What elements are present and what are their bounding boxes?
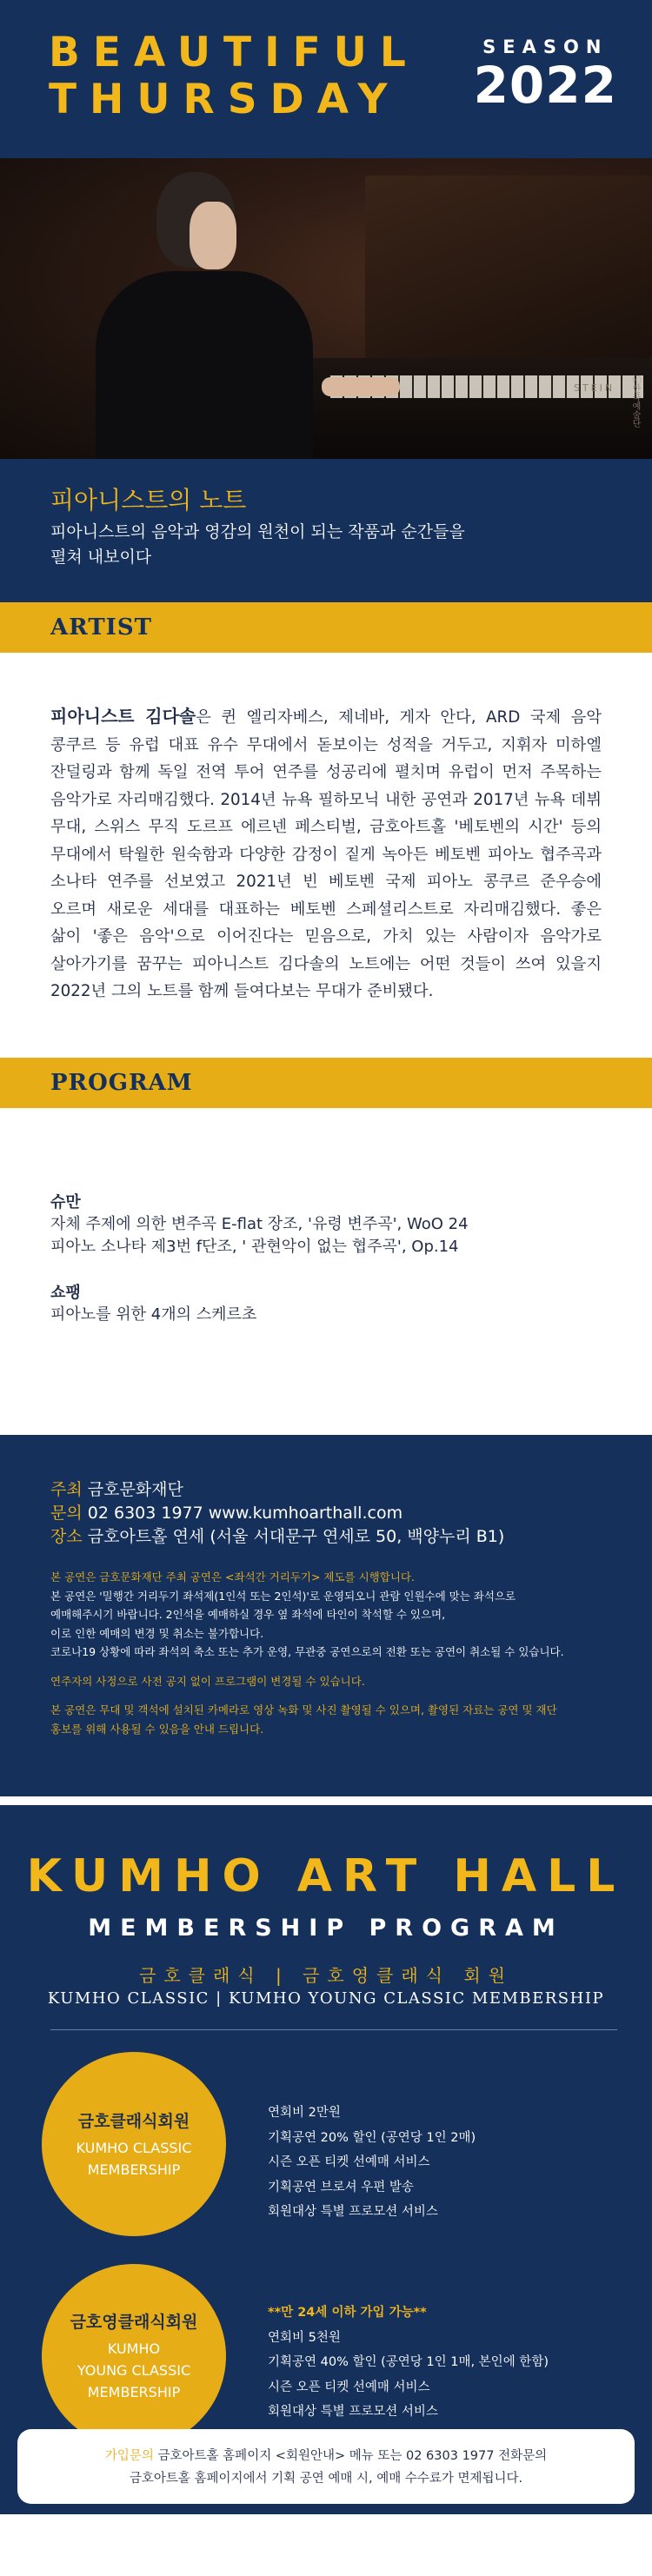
classic-name-en-line1: KUMHO CLASSIC [76, 2139, 192, 2156]
benefit-item: 시즌 오픈 티켓 선예매 서비스 [268, 2380, 430, 2394]
piano-lid [365, 176, 652, 358]
note-description-line2: 펼쳐 내보이다 [50, 548, 152, 567]
pianist-figure [61, 167, 322, 459]
piano-body [313, 358, 652, 459]
membership-title: KUMHO ART HALL [26, 1850, 626, 1902]
young-name-kr: 금호영클래식회원 [70, 2313, 198, 2332]
program-work: 자체 주제에 의한 변주곡 E-flat 장조, '유령 변주곡', WoO 24 [50, 1215, 469, 1233]
young-name-en-line3: MEMBERSHIP [87, 2384, 181, 2400]
season-label: SEASON [482, 37, 609, 57]
recording-notice [50, 1701, 652, 1738]
classic-name-kr: 금호클래식회원 [77, 2111, 190, 2131]
series-title-line2: THURSDAY [49, 76, 401, 123]
series-title-line1: BEAUTIFUL [49, 29, 419, 76]
concert-info-section [0, 1435, 652, 1796]
program-list [0, 1108, 652, 1435]
young-classic-membership-badge [42, 2264, 226, 2448]
inquiry-line2: 금호아트홀 홈페이지에서 기획 공연 예매 시, 예매 수수료가 면제됩니다. [129, 2472, 523, 2486]
notice-line: 홍보를 위해 사용될 수 있음을 안내 드립니다. [50, 1722, 264, 1736]
pianist-photo [0, 158, 652, 459]
classic-benefits-list [268, 2101, 476, 2225]
program-heading-bar [0, 1058, 652, 1108]
membership-subtitle: MEMBERSHIP PROGRAM [88, 1915, 564, 1942]
host-value: 금호문화재단 [87, 1480, 183, 1499]
pianist-note-section [0, 459, 652, 602]
pianist-face [190, 202, 236, 269]
membership-section [0, 1805, 652, 2514]
artist-bio-section [0, 653, 652, 1058]
venue-label: 장소 [50, 1527, 83, 1546]
program-heading: PROGRAM [50, 1070, 193, 1096]
note-description-line1: 피아니스트의 음악과 영감의 원천이 되는 작품과 순간들을 [50, 522, 465, 541]
young-name-en-line1: KUMHO [107, 2340, 161, 2357]
notice-line: 예매해주시기 바랍니다. 2인석을 예매하실 경우 옆 좌석에 타인이 착석할 수 있으며, [50, 1608, 446, 1621]
distancing-notice [50, 1568, 652, 1662]
section-gap [0, 1796, 652, 1805]
membership-english-line: KUMHO CLASSIC | KUMHO YOUNG CLASSIC MEMBERSHIP [47, 1989, 605, 2008]
membership-korean-line: 금호클래식 | 금호영클래식 회원 [139, 1965, 513, 1986]
eligibility-note: **만 24세 이하 가입 가능** [268, 2306, 427, 2320]
artist-name: 피아니스트 김다솔 [50, 706, 196, 727]
classic-name-en-line2: MEMBERSHIP [87, 2161, 181, 2178]
header-banner [0, 0, 652, 158]
artist-heading-bar [0, 602, 652, 653]
artist-heading: ARTIST [50, 614, 152, 641]
notice-line: 본 공연은 '밀행간 거리두기 좌석제(1인석 또는 2인석)'로 운영되오니 관람 인원수에 맞는 좌석으로 [50, 1589, 516, 1603]
pianist-hand [322, 377, 400, 396]
benefit-item: 연회비 2만원 [268, 2106, 341, 2120]
program-work: 피아노를 위한 4개의 스케르초 [50, 1305, 257, 1324]
series-title [49, 30, 419, 123]
divider [50, 2029, 617, 2030]
benefit-item: 기획공연 20% 할인 (공연당 1인 2매) [268, 2130, 476, 2145]
host-label: 주최 [50, 1480, 83, 1499]
benefit-item: 연회비 5천원 [268, 2330, 341, 2345]
membership-inquiry-box [17, 2429, 635, 2504]
benefit-item: 기획공연 브로셔 우편 발송 [268, 2180, 414, 2194]
season-year: 2022 [473, 56, 617, 115]
program-group [50, 1192, 602, 1258]
contact-label: 문의 [50, 1504, 83, 1523]
young-benefits-list [268, 2300, 549, 2425]
program-work: 피아노 소나타 제3번 f단조, ' 관현악이 없는 협주곡', Op.14 [50, 1238, 459, 1256]
venue-value: 금호아트홀 연세 (서울 서대문구 연세로 50, 백양누리 B1) [87, 1527, 505, 1546]
notice-line: 본 공연은 금호문화재단 주최 공연은 <좌석간 거리두기> 제도를 시행합니다. [50, 1570, 415, 1583]
photo-credit: ⓒ한국예술단 [630, 375, 640, 428]
note-description [50, 520, 652, 570]
inquiry-line1 [17, 2445, 635, 2467]
contact-row [50, 1502, 652, 1525]
contact-value[interactable]: 02 6303 1977 www.kumhoarthall.com [87, 1504, 403, 1523]
composer-name: 쇼팽 [50, 1284, 81, 1302]
benefit-item: 시즌 오픈 티켓 선예매 서비스 [268, 2155, 430, 2169]
artist-bio-text: 은 퀸 엘리자베스, 제네바, 게자 안다, ARD 국제 음악 콩쿠르 등 유럽 대표 유수 무대에서 돋보이는 성적을 거두고, 지휘자 미하엘 잔덜링과 함께 독일 전역 투어 연주를 성공리에 펼치며 유럽이 먼저 주목하는 음악가로 자리매김했다. 2014년 뉴욕 필하모닉 내한 공연과 2017년 뉴욕 데뷔 무대, 스위스 무직 도르프 에르넨 페스티벌, 금호아트홀 '베토벤의 시간' 등의 무대에서 탁월한 원숙함과 다양한 감정이 짙게 녹아든 베토벤 피아노 협주곡과 소나타 연주를 선보였고 2021년 빈 베토벤 국제 피아노 콩쿠르 준우승에 오르며 새로운 세대를 대표하는 베토벤 스페셜리스트로 자리매김했다. 좋은 삶이 '좋은 음악'으로 이어진다는 믿음으로, 가치 있는 사람이자 음악가로 살아가기를 꿈꾸는 피아니스트 김다솔의 노트에는 어떤 것들이 쓰여 있을지 2022년 그의 노트를 함께 들여다보는 무대가 준비됐다. [50, 708, 602, 1000]
notice-block [50, 1568, 652, 1738]
young-name-en-line2: YOUNG CLASSIC [77, 2362, 191, 2379]
inquiry-text: 금호아트홀 홈페이지 <회원안내> 메뉴 또는 02 6303 1977 전화문의 [153, 2449, 548, 2463]
host-row [50, 1478, 652, 1502]
artist-bio [50, 703, 602, 1006]
composer-name: 슈만 [50, 1193, 81, 1212]
benefit-item: 기획공연 40% 할인 (공연당 1인 1매, 본인에 한함) [268, 2355, 549, 2369]
venue-row [50, 1525, 652, 1549]
notice-line: 본 공연은 무대 및 객석에 설치된 카메라로 영상 녹화 및 사진 촬영될 수 있으며, 촬영된 자료는 공연 및 재단 [50, 1703, 557, 1716]
benefit-item: 회원대상 특별 프로모션 서비스 [268, 2205, 438, 2219]
program-group [50, 1283, 602, 1326]
notice-line: 이로 인한 예매의 변경 및 취소는 불가합니다. [50, 1626, 264, 1640]
notice-line: 코로나19 상황에 따라 좌석의 축소 또는 추가 운영, 무관중 공연으로의 전환 또는 공연이 취소될 수 있습니다. [50, 1645, 564, 1658]
note-title: 피아니스트의 노트 [50, 486, 247, 515]
piano-brand-logo: STEIN [574, 382, 615, 394]
benefit-item: 회원대상 특별 프로모션 서비스 [268, 2405, 438, 2419]
season-block [474, 37, 617, 113]
pianist-body [96, 271, 313, 459]
program-change-notice: 연주자의 사정으로 사전 공지 없이 프로그램이 변경될 수 있습니다. [50, 1674, 365, 1688]
classic-membership-badge [42, 2052, 226, 2236]
inquiry-label: 가입문의 [104, 2449, 154, 2463]
